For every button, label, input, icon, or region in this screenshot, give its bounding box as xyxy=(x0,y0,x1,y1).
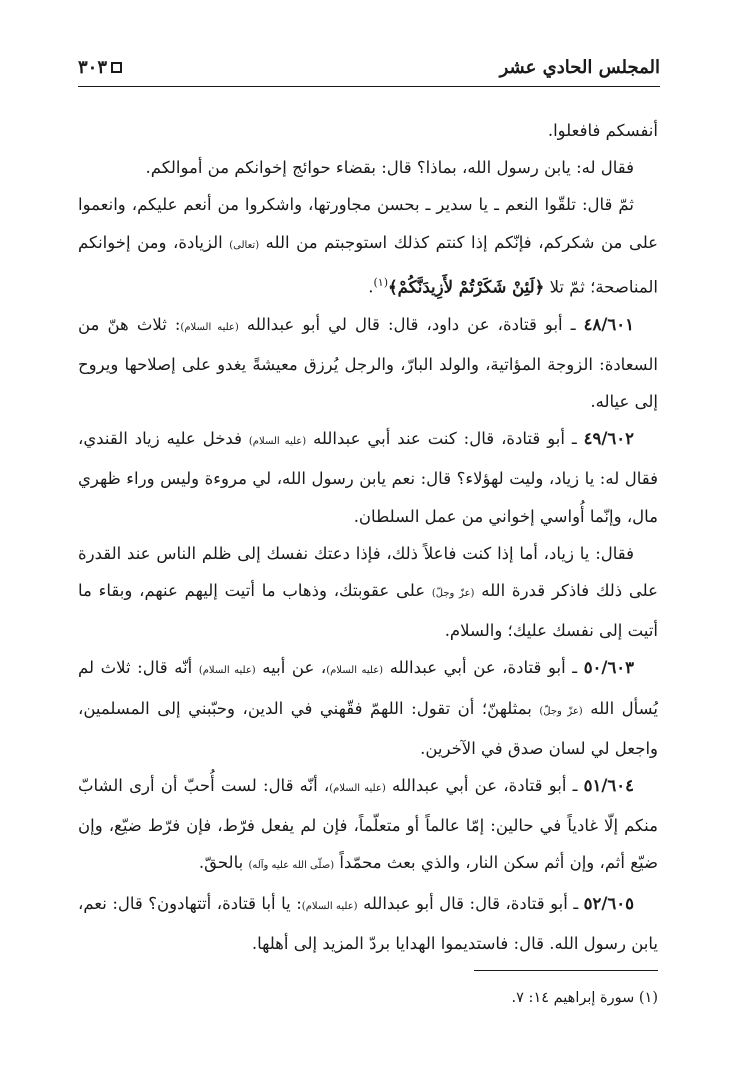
chapter-title: المجلس الحادي عشر xyxy=(499,56,660,78)
text-run: فقال له: يابن رسول الله، بماذا؟ قال: بقضاء حوائج إخوانكم من أموالكم. xyxy=(145,158,634,178)
square-icon xyxy=(111,62,122,73)
hadith-number: ٤٨/٦٠١ xyxy=(583,314,634,334)
honorific: (عليه السلام) xyxy=(198,665,256,677)
text-run: : ثلاث هنّ من السعادة: الزوجة المؤاتية، والولد البارّ، والرجل يُرزق معيشةً يغدو على إصلاحها ويروح إلى عياله. xyxy=(78,314,658,411)
text-run: ـ أبو قتادة، قال: قال أبو عبدالله xyxy=(363,893,579,913)
text-run: ، عن أبيه xyxy=(262,658,327,678)
hadith-number: ٤٩/٦٠٢ xyxy=(583,429,634,449)
footnote-divider xyxy=(474,970,658,971)
paragraph xyxy=(78,186,658,305)
text-run: : يا أبا قتادة، أتتهادون؟ قال: نعم، يابن رسول الله. قال: فاستديموا الهدايا بردّ المزيد إلى أهلها. xyxy=(78,893,658,953)
hadith-number: ٥٠/٦٠٣ xyxy=(583,658,635,678)
hadith-601 xyxy=(78,306,658,421)
footnote-marker[interactable]: (١) xyxy=(373,275,388,289)
hadith-number: ٥١/٦٠٤ xyxy=(583,775,634,795)
hadith-605 xyxy=(78,885,658,962)
honorific: (عليه السلام) xyxy=(248,436,307,448)
hadith-603 xyxy=(78,649,658,767)
page-header xyxy=(78,50,660,84)
page-number: ٣٠٣ xyxy=(78,56,108,78)
text-run: بالحقّ. xyxy=(198,853,244,873)
hadith-602 xyxy=(78,420,658,535)
main-text xyxy=(78,112,658,962)
text-run: ـ أبو قتادة، عن أبي عبدالله xyxy=(389,658,578,678)
honorific: (عليه السلام) xyxy=(301,900,358,912)
honorific: (صلّى الله عليه وآله) xyxy=(248,860,335,872)
honorific: (عزّ وجلّ) xyxy=(431,587,475,599)
hadith-604 xyxy=(78,767,658,885)
text-run: أنّه قال: ثلاث لم يُسأل الله xyxy=(78,658,658,718)
text-run: ـ أبو قتادة، عن داود، قال: قال لي أبو عبدالله xyxy=(246,314,576,334)
paragraph xyxy=(78,112,658,149)
honorific: (عليه السلام) xyxy=(326,665,384,677)
text-run: الزيادة، ومن إخوانكم المناصحة؛ ثمّ تلا xyxy=(78,232,658,297)
quran-verse: ﴿لَئِنْ شَكَرْتُمْ لأَزِيدَنَّكُمْ﴾ xyxy=(388,277,545,297)
honorific: (عليه السلام) xyxy=(329,782,386,794)
honorific: (عزّ وجلّ) xyxy=(539,705,583,717)
text-run: فدخل عليه زياد القندي، فقال له: يا زياد، وليت لهؤلاء؟ قال: نعم يابن رسول الله، لي مروءة وليس وراء ظهري مال، وإنّما أُواسي إخواني من عمل السلطان. xyxy=(78,429,658,526)
header-divider xyxy=(78,86,660,87)
text-run: ـ أبو قتادة، قال: كنت عند أبي عبدالله xyxy=(313,429,577,449)
text-run: ثمّ قال: تلقّوا النعم ـ يا سدير ـ بحسن مجاورتها، واشكروا من أنعم عليكم، وانعموا على من شكركم، فإنّكم إذا كنتم كذلك استوجبتم من الله xyxy=(78,195,659,252)
paragraph xyxy=(78,535,658,650)
text-run: ، أنّه قال: لست أُحبّ أن أرى الشابّ منكم إلّا غادياً في حالين: إمّا عالماً أو متعلّماً، فإن لم يفعل فرّط، فإن فرّط ضيّع، وإن ضيّع أثم، وإن أثم سكن النار، والذي بعث محمّداً xyxy=(78,775,658,873)
text-run: على عقوبتك، وذهاب ما أتيت إليهم عنهم، وبقاء ما أتيت إلى نفسك عليك؛ والسلام. xyxy=(78,580,658,641)
text-run: أنفسكم فافعلوا. xyxy=(547,121,658,140)
text-run: ـ أبو قتادة، عن أبي عبدالله xyxy=(391,775,578,795)
text-run: فقال: يا زياد، أما إذا كنت فاعلاً ذلك، فإذا دعتك نفسك إلى ظلم الناس عند القدرة على ذلك فاذكر قدرة الله xyxy=(78,543,658,600)
text-run: بمثلهنّ؛ أن تقول: اللهمّ فقّهني في الدين، وحبّبني إلى المسلمين، واجعل لي لسان صدق في الآخرين. xyxy=(78,698,658,758)
paragraph xyxy=(78,149,658,186)
honorific: (تعالى) xyxy=(229,239,260,251)
hadith-number: ٥٢/٦٠٥ xyxy=(583,893,634,913)
text-run: . xyxy=(368,277,374,297)
page-number-group xyxy=(78,57,122,78)
honorific: (عليه السلام) xyxy=(180,321,239,333)
footnote: (١) سورة إبراهيم ١٤: ٧. xyxy=(511,990,658,1006)
